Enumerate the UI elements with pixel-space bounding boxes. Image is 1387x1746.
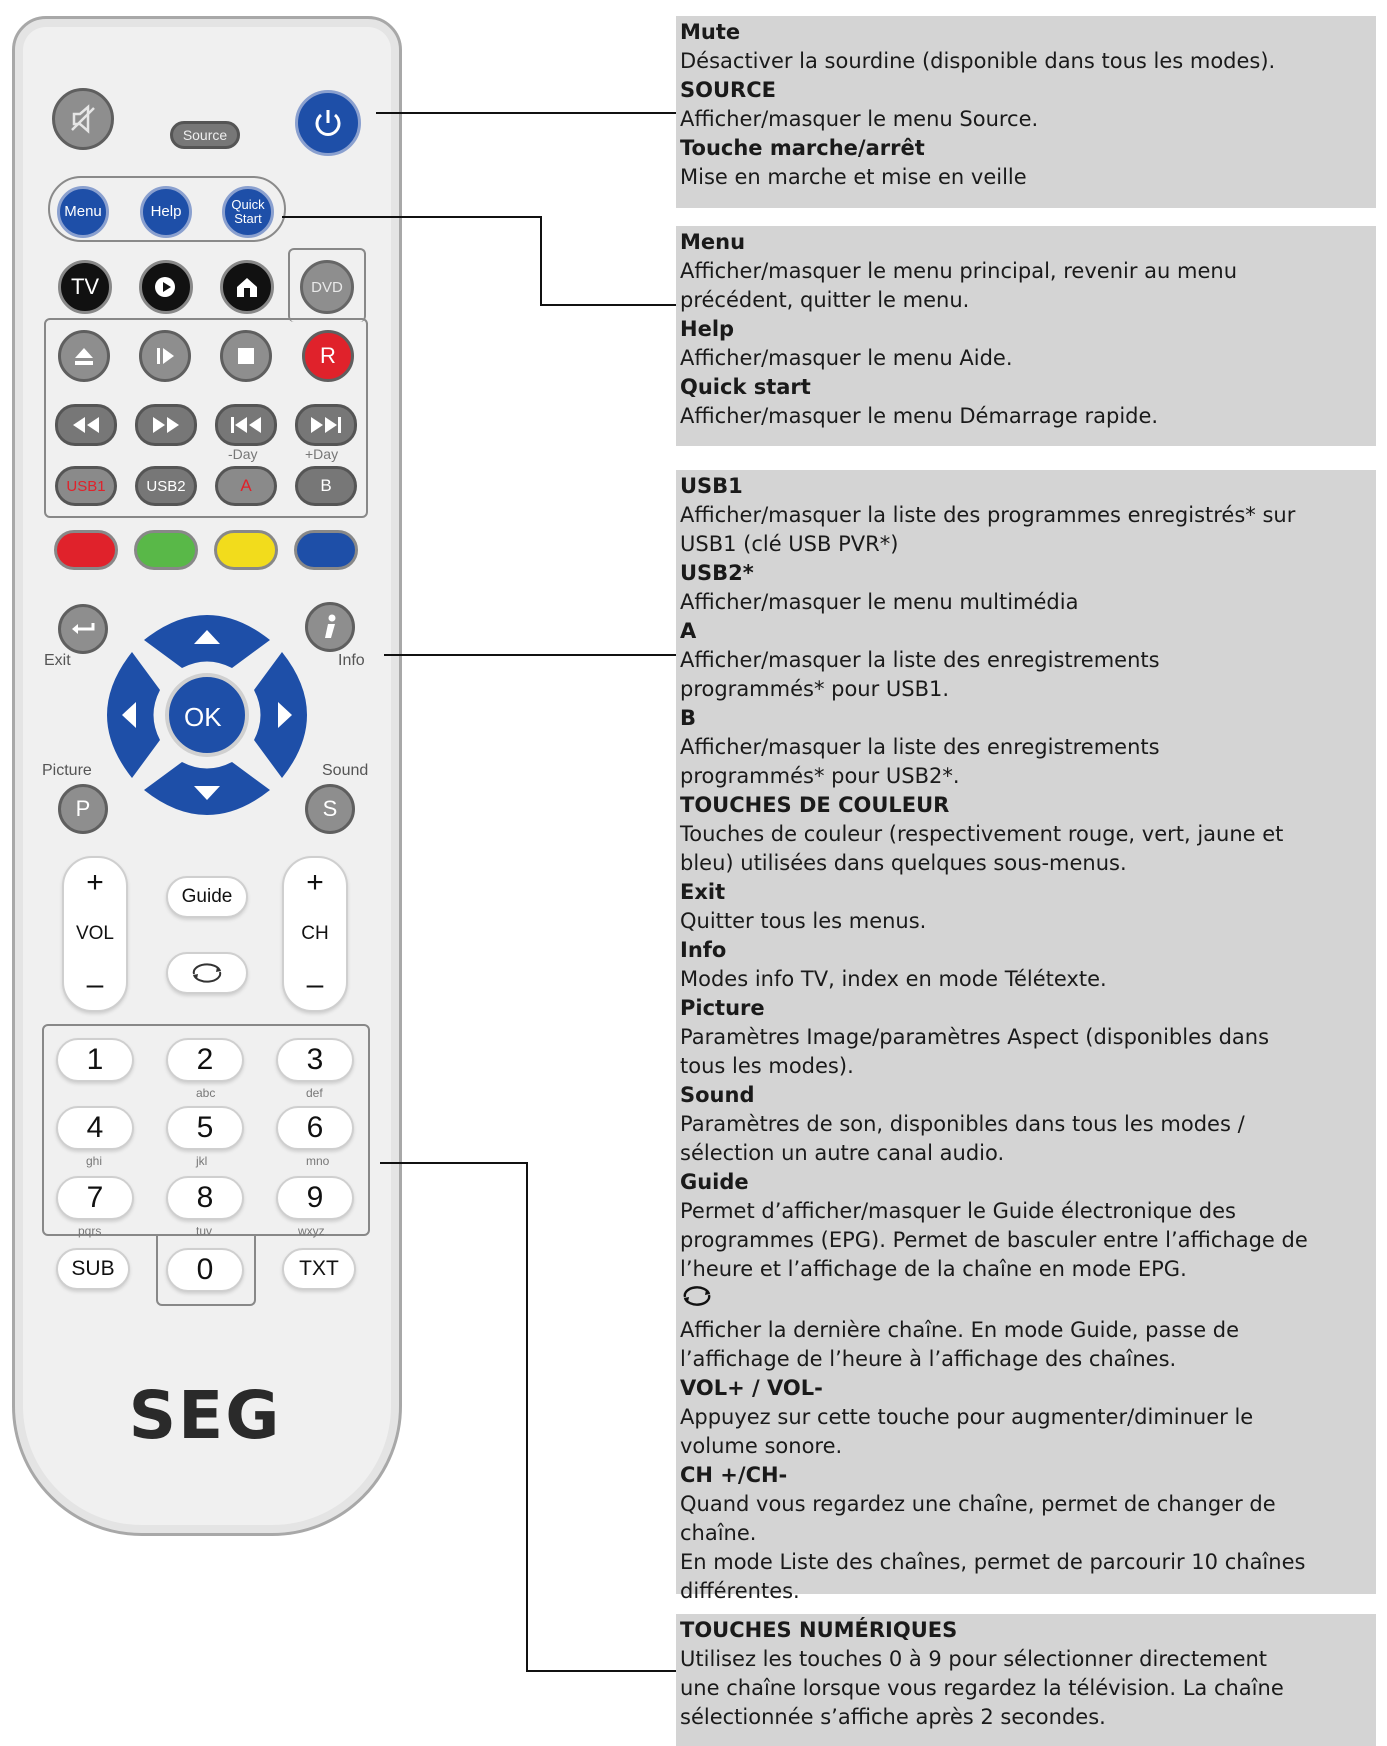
number-key-3[interactable] [276,1038,354,1082]
panel-text: Désactiver la sourdine (disponible dans tous les modes). [680,49,1276,73]
skip-forward-icon [308,415,344,435]
number-key-label: 9 [306,1181,324,1214]
mute-icon [66,102,100,136]
panel-text: sélectionnée s’affiche après 2 secondes. [680,1705,1106,1729]
previous-button[interactable] [215,404,277,446]
p-label: P [75,796,91,821]
number-key-label: 1 [86,1043,104,1076]
leader-line-numpad-v [526,1162,528,1672]
panel-main-functions [676,470,1376,1603]
a-label: A [240,476,252,495]
panel-text: Quand vous regardez une chaîne, permet de changer de [680,1492,1276,1516]
b-label: B [320,476,332,495]
leader-line-power [376,112,676,114]
red-key[interactable] [54,530,118,570]
panel-heading: A [680,619,697,643]
mute-button[interactable] [52,88,114,150]
sound-button[interactable] [305,784,355,834]
number-key-0[interactable] [166,1248,244,1292]
number-key-4[interactable] [56,1106,134,1150]
panel-text: une chaîne lorsque vous regardez la télévision. La chaîne [680,1676,1284,1700]
next-button[interactable] [295,404,357,446]
panel-text: Afficher/masquer la liste des enregistrements [680,648,1160,672]
s-label: S [322,796,338,821]
vol-label: VOL [75,923,115,944]
usb2-button[interactable] [135,466,197,506]
panel-text: Modes info TV, index en mode Télétexte. [680,967,1107,991]
panel-heading: USB2* [680,561,754,585]
panel-text: Appuyez sur cette touche pour augmenter/diminuer le [680,1405,1254,1429]
leader-line-menu-h1 [282,216,540,218]
yellow-key[interactable] [214,530,278,570]
quick-start-button[interactable] [222,186,274,238]
stop-icon [235,345,257,367]
record-label: R [320,343,336,368]
skip-back-icon [228,415,264,435]
panel-text: Paramètres de son, disponibles dans tous les modes / [680,1112,1245,1136]
panel-text: Utilisez les touches 0 à 9 pour sélectionner directement [680,1647,1268,1671]
leader-line-menu-v [540,216,542,306]
eject-icon [71,343,97,369]
usb1-label: USB1 [66,477,106,495]
panel-text: Afficher/masquer le menu principal, revenir au menu [680,259,1238,283]
panel-heading: USB1 [680,474,743,498]
panel-text: programmés* pour USB2*. [680,764,960,788]
source-label: Source [182,127,228,143]
panel-heading: Touche marche/arrêt [680,136,925,160]
dvd-label: DVD [311,278,343,296]
green-key[interactable] [134,530,198,570]
panel-text: Afficher/masquer la liste des enregistrements [680,735,1160,759]
minus-day-label: -Day [228,446,258,462]
leader-line-menu-h2 [540,304,676,306]
usb2-label: USB2 [146,477,186,495]
number-key-5[interactable] [166,1106,244,1150]
number-key-2[interactable] [166,1038,244,1082]
sub-button[interactable] [56,1248,130,1290]
radio-button[interactable] [139,260,193,314]
panel-heading: Guide [680,1170,749,1194]
panel-text: programmes (EPG). Permet de basculer entre l’affichage de [680,1228,1308,1252]
dvd-button[interactable] [300,260,354,314]
panel-power-group [676,16,1376,208]
radio-icon [151,272,181,302]
ch-label: CH [301,923,329,944]
panel-text: Quitter tous les menus. [680,909,927,933]
channel-up-label: + [306,866,324,899]
panel-text: Afficher/masquer le menu Aide. [680,346,1013,370]
panel-text: Permet d’afficher/masquer le Guide électronique des [680,1199,1236,1223]
tv-button[interactable] [58,260,112,314]
record-button[interactable] [302,330,354,382]
panel-heading: Picture [680,996,765,1020]
panel-text: Afficher/masquer le menu multimédia [680,590,1079,614]
panel-text: précédent, quitter le menu. [680,288,970,312]
panel-text: tous les modes). [680,1054,854,1078]
number-key-letters: jkl [196,1154,208,1168]
recall-icon [189,962,225,984]
panel-text: Paramètres Image/paramètres Aspect (disponibles dans [680,1025,1270,1049]
panel-heading: Help [680,317,735,341]
number-key-9[interactable] [276,1176,354,1220]
eject-button[interactable] [58,330,110,382]
number-key-label: 8 [196,1181,214,1214]
panel-text: USB1 (clé USB PVR*) [680,532,899,556]
number-key-label: 2 [196,1043,214,1076]
home-button[interactable] [220,260,274,314]
number-key-7[interactable] [56,1176,134,1220]
panel-text: Afficher/masquer le menu Source. [680,107,1039,131]
recall-button[interactable] [166,952,248,994]
panel-heading: Exit [680,880,726,904]
panel-heading: Sound [680,1083,755,1107]
number-key-letters: ghi [86,1154,103,1168]
panel-numeric-keys [676,1614,1376,1746]
panel-heading: Menu [680,230,746,254]
panel-text: l’heure et l’affichage de la chaîne en mode EPG. [680,1257,1187,1281]
panel-text: l’affichage de l’heure à l’affichage des chaînes. [680,1347,1177,1371]
txt-label: TXT [299,1257,339,1280]
info-icon [320,612,340,642]
recall-icon [680,1284,714,1308]
number-key-label: 5 [196,1111,214,1144]
tv-label: TV [70,274,100,299]
panel-text: Afficher/masquer la liste des programmes enregistrés* sur [680,503,1296,527]
panel-text: Afficher/masquer le menu Démarrage rapide. [680,404,1159,428]
panel-text: Touches de couleur (respectivement rouge, vert, jaune et [680,822,1284,846]
channel-down-label: – [306,968,324,1001]
volume-rocker[interactable] [62,856,128,1012]
play-pause-icon [152,343,178,369]
number-key-letters: mno [306,1154,330,1168]
fast-forward-button[interactable] [135,404,197,446]
volume-down-label: – [86,968,104,1001]
panel-text: chaîne. [680,1521,757,1545]
volume-up-label: + [86,866,104,899]
leader-line-info [384,654,676,656]
number-key-letters: def [306,1086,323,1100]
menu-button[interactable] [57,186,109,238]
number-key-letters: abc [196,1086,216,1100]
panel-text: différentes. [680,1579,800,1603]
quick-start-label: Quick Start [231,197,265,226]
number-key-letters: wxyz [298,1224,325,1238]
panel-menu-group [676,226,1376,446]
play-pause-button[interactable] [139,330,191,382]
panel-text: sélection un autre canal audio. [680,1141,1005,1165]
leader-line-numpad-h1 [380,1162,528,1164]
panel-heading: TOUCHES DE COULEUR [680,793,950,817]
ok-label: OK [184,702,222,732]
number-key-label: 3 [306,1043,324,1076]
number-key-label: 6 [306,1111,324,1144]
rewind-icon [69,415,103,435]
picture-label: Picture [42,762,92,779]
guide-label: Guide [181,886,233,907]
source-button[interactable] [170,121,240,149]
home-icon [233,273,261,301]
leader-line-numpad-h2 [526,1670,676,1672]
picture-button[interactable] [58,784,108,834]
panel-heading: Quick start [680,375,811,399]
power-button[interactable] [295,90,361,156]
help-button[interactable] [140,186,192,238]
menu-label: Menu [64,203,102,220]
info-label: Info [338,652,365,669]
channel-rocker[interactable] [282,856,348,1012]
panel-heading: B [680,706,697,730]
number-key-1[interactable] [56,1038,134,1082]
brand-label: SEG [128,1376,282,1454]
sound-label: Sound [322,762,369,779]
number-key-label: 4 [86,1111,104,1144]
panel-text: volume sonore. [680,1434,843,1458]
rewind-button[interactable] [55,404,117,446]
panel-text: En mode Liste des chaînes, permet de parcourir 10 chaînes [680,1550,1306,1574]
panel-text: Mise en marche et mise en veille [680,165,1027,189]
plus-day-label: +Day [305,446,339,462]
usb1-button[interactable] [55,466,117,506]
panel-text: programmés* pour USB1. [680,677,950,701]
stop-button[interactable] [220,330,272,382]
a-button[interactable] [215,466,277,506]
panel-heading: TOUCHES NUMÉRIQUES [680,1618,958,1642]
number-key-label: 0 [196,1253,214,1286]
exit-label: Exit [44,652,71,669]
panel-heading: Mute [680,20,741,44]
power-icon [310,105,346,141]
panel-heading: CH +/CH- [680,1463,788,1487]
panel-text: bleu) utilisées dans quelques sous-menus. [680,851,1127,875]
guide-button[interactable] [166,876,248,918]
number-key-label: 7 [86,1181,104,1214]
b-button[interactable] [295,466,357,506]
number-key-letters: pqrs [78,1224,102,1238]
sub-label: SUB [71,1257,115,1280]
panel-heading: Info [680,938,727,962]
txt-button[interactable] [282,1248,356,1290]
number-key-8[interactable] [166,1176,244,1220]
seg-logo [128,1376,282,1454]
blue-key[interactable] [294,530,358,570]
number-key-letters: tuv [196,1224,213,1238]
panel-text: Afficher la dernière chaîne. En mode Guide, passe de [680,1318,1240,1342]
help-label: Help [150,203,182,220]
number-key-6[interactable] [276,1106,354,1150]
fast-forward-icon [149,415,183,435]
panel-heading: SOURCE [680,78,776,102]
panel-heading-icon [680,1284,1372,1316]
panel-heading: VOL+ / VOL- [680,1376,823,1400]
